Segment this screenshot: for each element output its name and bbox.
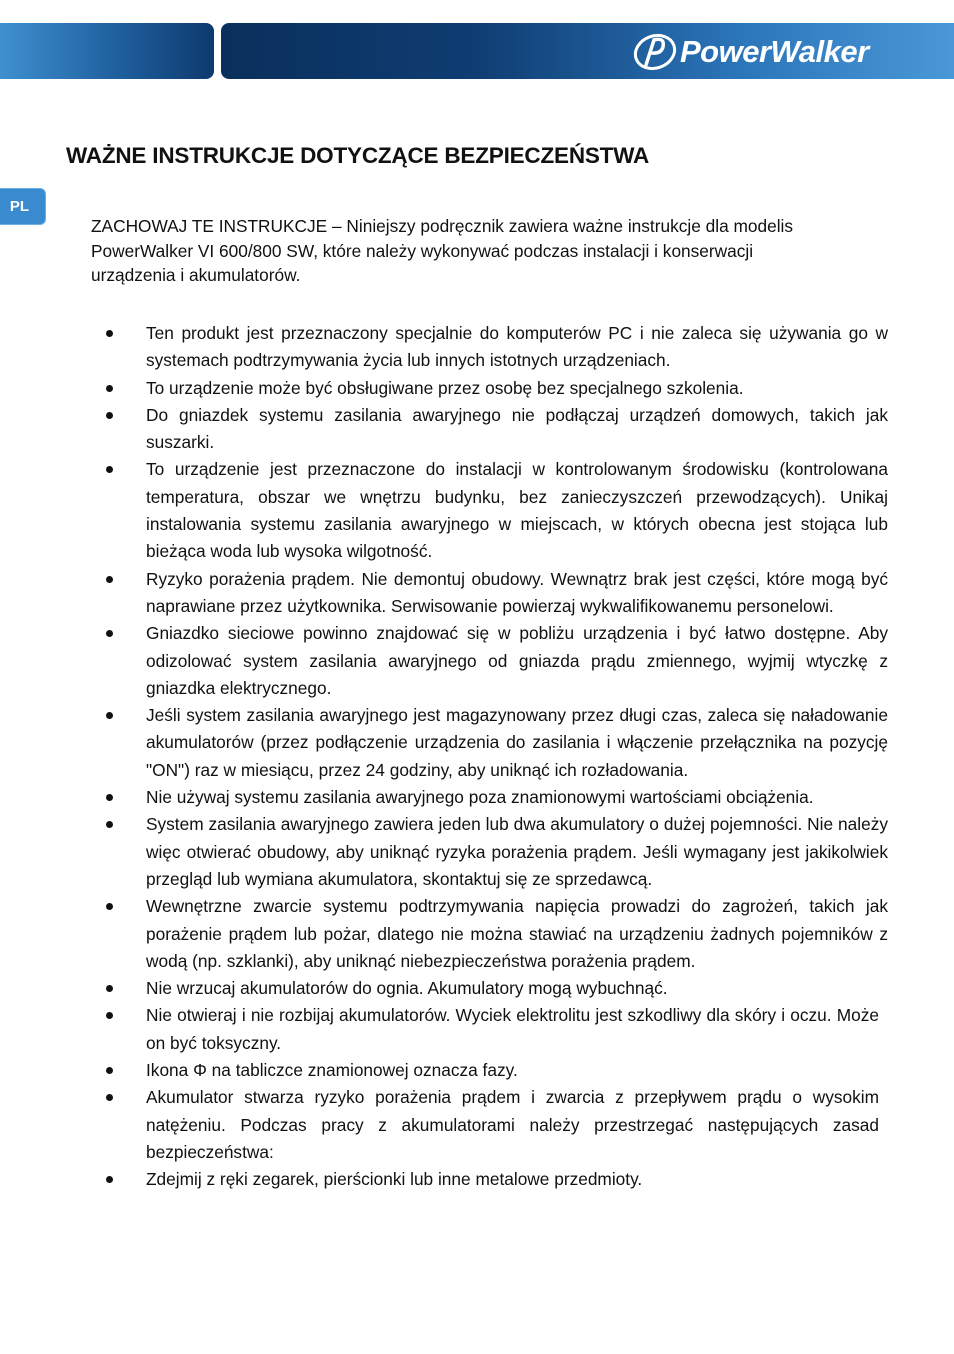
bullet-icon — [106, 903, 113, 910]
header-bar-left — [0, 23, 214, 79]
bullet-icon — [106, 1012, 113, 1019]
bullet-icon — [106, 1067, 113, 1074]
bullet-icon — [106, 1176, 113, 1183]
list-item: Do gniazdek systemu zasilania awaryjnego nie podłączaj urządzeń domowych, takich jak suszarki. — [146, 402, 888, 457]
intro-paragraph: ZACHOWAJ TE INSTRUKCJE – Niniejszy podręcznik zawiera ważne instrukcje dla modelis PowerWalker VI 600/800 SW, które należy wykonywać podczas instalacji i konserwacji urządzenia i akumulatorów. — [91, 216, 794, 285]
list-item: Nie używaj systemu zasilania awaryjnego poza znamionowymi wartościami obciążenia. — [146, 784, 888, 811]
bullet-icon — [106, 985, 113, 992]
list-item: To urządzenie jest przeznaczone do instalacji w kontrolowanym środowisku (kontrolowana temperatura, obszar we wnętrzu budynku, bez zanieczyszczeń przewodzących). Unikaj instalowania systemu zasilania awaryjnego w miejscach, w których obecna jest stojąca lub bieżąca woda lub wysoka wilgotność. — [146, 456, 888, 565]
bullet-icon — [106, 1094, 113, 1101]
list-item: Ten produkt jest przeznaczony specjalnie do komputerów PC i nie zaleca się używania go w systemach podtrzymywania życia lub innych istotnych urządzeniach. — [146, 320, 888, 375]
bullet-icon — [106, 466, 113, 473]
bullet-icon — [106, 630, 113, 637]
bullet-icon — [106, 794, 113, 801]
powerwalker-logo — [632, 28, 942, 76]
bullet-icon — [106, 576, 113, 583]
list-item: Gniazdko sieciowe powinno znajdować się w pobliżu urządzenia i być łatwo dostępne. Aby odizolować system zasilania awaryjnego od gniazda prądu zmiennego, wyjmij wtyczkę z gniazdka elektrycznego. — [146, 620, 888, 702]
safety-instructions-list — [0, 320, 954, 1194]
list-item: Zdejmij z ręki zegarek, pierścionki lub inne metalowe przedmioty. — [146, 1166, 879, 1193]
brand-name: PowerWalker — [680, 34, 869, 69]
language-tab: PL — [0, 188, 46, 225]
powerwalker-swirl-logo-icon — [632, 32, 678, 72]
bullet-icon — [106, 821, 113, 828]
list-item: Nie otwieraj i nie rozbijaj akumulatorów. Wyciek elektrolitu jest szkodliwy dla skóry i oczu. Może on być toksyczny. — [146, 1002, 879, 1057]
list-item: Nie wrzucaj akumulatorów do ognia. Akumulatory mogą wybuchnąć. — [146, 975, 888, 1002]
list-item: Ikona Φ na tabliczce znamionowej oznacza fazy. — [146, 1057, 879, 1084]
list-item: To urządzenie może być obsługiwane przez osobę bez specjalnego szkolenia. — [146, 375, 888, 402]
bullet-icon — [106, 412, 113, 419]
list-item: Akumulator stwarza ryzyko porażenia prądem i zwarcia z przepływem prądu o wysokim natężeniu. Podczas pracy z akumulatorami należy przestrzegać następujących zasad bezpieczeństwa: — [146, 1084, 879, 1166]
list-item: Wewnętrzne zwarcie systemu podtrzymywania napięcia prowadzi do zagrożeń, takich jak porażenie prądem lub pożar, dlatego nie można stawiać na urządzeniu żadnych pojemników z wodą (np. szklanki), aby uniknąć niebezpieczeństwa porażenia prądem. — [146, 893, 888, 975]
list-item: Jeśli system zasilania awaryjnego jest magazynowany przez długi czas, zaleca się naładowanie akumulatorów (przez podłączenie urządzenia do zasilania i włączenie przełącznika na pozycję "ON") raz w miesiącu, przez 24 godziny, aby uniknąć ich rozładowania. — [146, 702, 888, 784]
bullet-icon — [106, 385, 113, 392]
bullet-icon — [106, 712, 113, 719]
list-item: Ryzyko porażenia prądem. Nie demontuj obudowy. Wewnątrz brak jest części, które mogą być naprawiane przez użytkownika. Serwisowanie powierzaj wykwalifikowanemu personelowi. — [146, 566, 888, 621]
bullet-icon — [106, 330, 113, 337]
list-item: System zasilania awaryjnego zawiera jeden lub dwa akumulatory o dużej pojemności. Nie należy więc otwierać obudowy, aby uniknąć ryzyka porażenia prądem. Jeśli wymagany jest jakikolwiek przegląd lub wymiana akumulatora, skontaktuj się ze sprzedawcą. — [146, 811, 888, 893]
page-title: WAŻNE INSTRUKCJE DOTYCZĄCE BEZPIECZEŃSTWA — [66, 143, 650, 168]
